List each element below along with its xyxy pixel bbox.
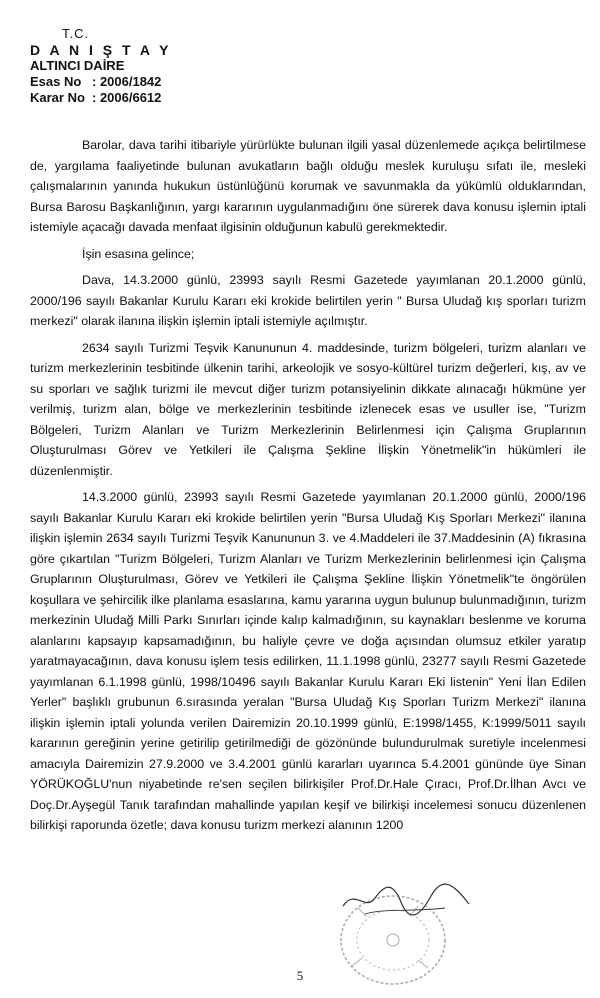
page-number: 5 — [296, 968, 304, 983]
paragraph-5: 14.3.2000 günlü, 23993 sayılı Resmi Gazetede yayımlanan 20.1.2000 günlü, 2000/196 sayılı Bakanlar Kurulu Kararı eki krokide belirtilen yerin "Bursa Uludağ Kış Sporları Merkezi" ilanına ilişkin işlemin 2634 sayılı Turizmi Teşvik Kanununun 3. ve 4.Maddeleri ile 37.Maddesinin (A) fıkrasına göre çıkartılan "Turizm Bölgeleri, Turizm Alanları ve Turizm Merkezlerinin belirlenmesi için Çalışma Gruplarının Oluşturulması, Görev ve Yetkileri ile Çalışma Şekline İlişkin Yönetmelik"te öngörülen koşullara ve şehircilik ilke planlama esaslarına, kamu yararına uygun bulunup bulunmadığının, turizm merkezinin Uludağ Milli Parkı Sınırları içinde kalıp kalmadığının, su kaynakları beslenme ve koruma alanlarını kapsayıp kapsamadığının, bu haliyle çevre ve doğa açısından olumsuz etkiler yaratıp yaratmayacağının, dava konusu işlem tesis edilirken, 11.1.1998 günlü, 23277 sayılı Resmi Gazetede yayımlanan 6.1.1998 günlü, 1998/10496 sayılı Bakanlar Kurulu Kararı Eki listenin" Yeni İlan Edilen Yerler" başlıklı grubunun 6.sırasında yeralan "Bursa Uludağ Kış Sporları Turizm Merkezi" ilanına ilişkin işlemin iptali yolunda verilen Dairemizin 20.10.1999 günlü, E:1998/1455, K:1999/5011 sayılı kararının gereğinin yerine getirilip getirilmediği de gözönünde bulundurulmak suretiyle incelenmesi amacıyla Dairemizin 27.9.2000 ve 3.4.2001 günlü kararları uyarınca 5.4.2001 gününde üye Sinan YÖRÜKOĞLU'nun niyabetinde re'sen seçilen bilirkişiler Prof.Dr.Hale Çıracı, Prof.Dr.İlhan Avcı ve Doç.Dr.Ayşegül Tanık tarafından mahallinde yapılan keşif ve bilirkişi incelemesi sonucu düzenlenen bilirkişi raporunda özetle; dava konusu turizm merkezi alanının 1200 — [30, 490, 586, 832]
esas-no-value: : 2006/1842 — [92, 74, 162, 89]
karar-no-value: : 2006/6612 — [92, 90, 162, 105]
karar-no-label: Karar No — [30, 90, 85, 105]
paragraph-2: İşin esasına gelince; — [82, 246, 195, 261]
esas-no-label: Esas No — [30, 74, 82, 89]
court-name: D A N I Ş T A Y — [30, 42, 172, 58]
esas-no-row — [30, 74, 171, 90]
chamber-name: ALTINCI DAİRE — [30, 58, 125, 73]
paragraph-4: 2634 sayılı Turizmi Teşvik Kanununun 4. maddesinde, turizm bölgeleri, turizm alanları ve turizm merkezlerinin tesbitinde ülkenin tarihi, arkeolojik ve sosyo-kültürel turizm değerleri, kış, av ve su sporları ve sağlık turizmi ile mevcut diğer turizm potansiyelinin dikkate alınacağı hükmüne yer verilmiş, turizm alan, bölge ve merkezlerinin tesbitinde izlenecek esas ve usuller ise, "Turizm Bölgeleri, Turizm Alanları ve Turizm Merkezlerinin Belirlenmesi için Çalışma Gruplarının Oluşturulması Görev ve Yetkileri ile Çalışma Şekline İlişkin Yönetmelik"in hükümleri ile düzenlenmiştir. — [30, 340, 586, 478]
paragraph-1: Barolar, dava tarihi itibariyle yürürlükte bulunan ilgili yasal düzenlemede açıkça belirtilmese de, yargılama faaliyetinde bulunan avukatların bağlı olduğu meslek kuruluşu sıfatı ile, mesleki çalışmalarının yanında hukukun üstünlüğünü korumak ve savunmakla da yükümlü olduklarından, Bursa Barosu Başkanlığının, yargı kararının uygulanmadığını öne sürerek dava konusu işlemin iptali istemiyle açacağı davada menfaat ilgisinin olduğunun kabulü gerekmektedir. — [30, 138, 586, 234]
document-header — [30, 26, 171, 106]
paragraph-3: Dava, 14.3.2000 günlü, 23993 sayılı Resmi Gazetede yayımlanan 20.1.2000 günlü, 2000/196 sayılı Bakanlar Kurulu Kararı eki krokide belirtilen yerin " Bursa Uludağ kış sporları turizm merkezi" olarak ilanına ilişkin işlemin iptali istemiyle açılmıştır. — [30, 273, 586, 328]
tc-label: T.C. — [62, 26, 90, 41]
karar-no-row — [30, 90, 171, 106]
document-body — [30, 135, 586, 842]
